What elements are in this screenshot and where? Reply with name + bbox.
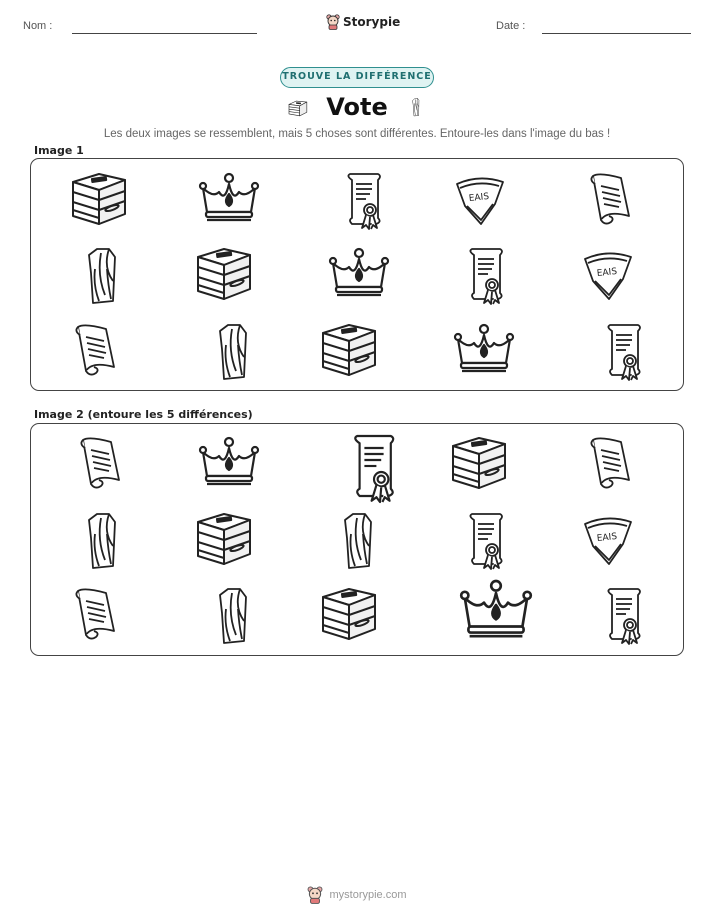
- image1-panel[interactable]: [30, 158, 684, 391]
- diploma-scroll-icon: [314, 424, 434, 508]
- image1-item[interactable]: [53, 239, 153, 309]
- image2-item[interactable]: [314, 424, 434, 508]
- toga-icon: [309, 504, 409, 574]
- crown-icon: [436, 569, 556, 653]
- image1-item[interactable]: [309, 239, 409, 309]
- brand-name: Storypie: [343, 15, 401, 29]
- image2-item[interactable]: [436, 504, 536, 574]
- image2-item[interactable]: [436, 569, 556, 653]
- image2-item[interactable]: [299, 579, 399, 649]
- sash-icon: [557, 504, 657, 574]
- toga-icon: [184, 579, 284, 649]
- image1-item[interactable]: [574, 315, 674, 385]
- image1-item[interactable]: [44, 315, 144, 385]
- ballot-box-icon: [299, 579, 399, 649]
- image2-item[interactable]: [179, 428, 279, 498]
- image1-item[interactable]: [557, 239, 657, 309]
- scroll-icon: [559, 164, 659, 234]
- image1-label: Image 1: [34, 144, 84, 157]
- image1-item[interactable]: [179, 164, 279, 234]
- scroll-icon: [44, 315, 144, 385]
- image1-item[interactable]: [434, 315, 534, 385]
- image2-item[interactable]: [429, 428, 529, 498]
- ballot-box-icon: [429, 428, 529, 498]
- title-row: [280, 91, 434, 123]
- image1-item[interactable]: [174, 239, 274, 309]
- image2-item[interactable]: [44, 579, 144, 649]
- image1-item[interactable]: [429, 164, 529, 234]
- footer-url: mystorypie.com: [329, 889, 407, 901]
- crown-icon: [434, 315, 534, 385]
- date-field-line[interactable]: [542, 33, 691, 34]
- image2-item[interactable]: [184, 579, 284, 649]
- toga-icon: [184, 315, 284, 385]
- sash-icon: [557, 239, 657, 309]
- image1-item[interactable]: [436, 239, 536, 309]
- image1-item[interactable]: [314, 164, 414, 234]
- crown-icon: [309, 239, 409, 309]
- image2-item[interactable]: [174, 504, 274, 574]
- ballot-box-icon: [174, 239, 274, 309]
- sash-icon: [429, 164, 529, 234]
- ballot-box-icon: [49, 164, 149, 234]
- toga-icon: [53, 239, 153, 309]
- image2-label: Image 2 (entoure les 5 différences): [34, 408, 253, 421]
- footer: [0, 886, 714, 904]
- date-label: Date :: [496, 20, 526, 32]
- diploma-scroll-icon: [436, 504, 536, 574]
- diploma-scroll-icon: [574, 315, 674, 385]
- brand-logo: [326, 14, 400, 30]
- scroll-icon: [44, 579, 144, 649]
- ballot-box-icon: [299, 315, 399, 385]
- diploma-scroll-icon: [436, 239, 536, 309]
- activity-badge: TROUVE LA DIFFÉRENCE: [280, 67, 434, 88]
- svg-text:EAIS: EAIS: [468, 191, 490, 205]
- name-field-line[interactable]: [72, 33, 257, 34]
- image2-item[interactable]: [53, 504, 153, 574]
- image1-item[interactable]: [49, 164, 149, 234]
- image2-item[interactable]: [559, 428, 659, 498]
- crown-icon: [179, 164, 279, 234]
- svg-text:EAIS: EAIS: [596, 266, 618, 280]
- image2-item[interactable]: [309, 504, 409, 574]
- scroll-icon: [559, 428, 659, 498]
- image2-panel[interactable]: [30, 423, 684, 656]
- image1-item[interactable]: [559, 164, 659, 234]
- bear-mascot-icon: [326, 14, 340, 30]
- image2-item[interactable]: [557, 504, 657, 574]
- name-label: Nom :: [23, 20, 53, 32]
- toga-icon: [53, 504, 153, 574]
- crown-icon: [179, 428, 279, 498]
- diploma-scroll-icon: [574, 579, 674, 649]
- svg-text:EAIS: EAIS: [596, 531, 618, 545]
- toga-icon: [402, 91, 430, 123]
- image1-item[interactable]: [184, 315, 284, 385]
- image2-item[interactable]: [49, 428, 149, 498]
- ballot-box-icon: [174, 504, 274, 574]
- bear-mascot-icon: [307, 886, 323, 904]
- image1-item[interactable]: [299, 315, 399, 385]
- image2-item[interactable]: [574, 579, 674, 649]
- instructions-text: Les deux images se ressemblent, mais 5 choses sont différentes. Entoure-les dans l'image du bas !: [103, 128, 611, 140]
- scroll-icon: [49, 428, 149, 498]
- page-title: Vote: [326, 93, 388, 121]
- diploma-scroll-icon: [314, 164, 414, 234]
